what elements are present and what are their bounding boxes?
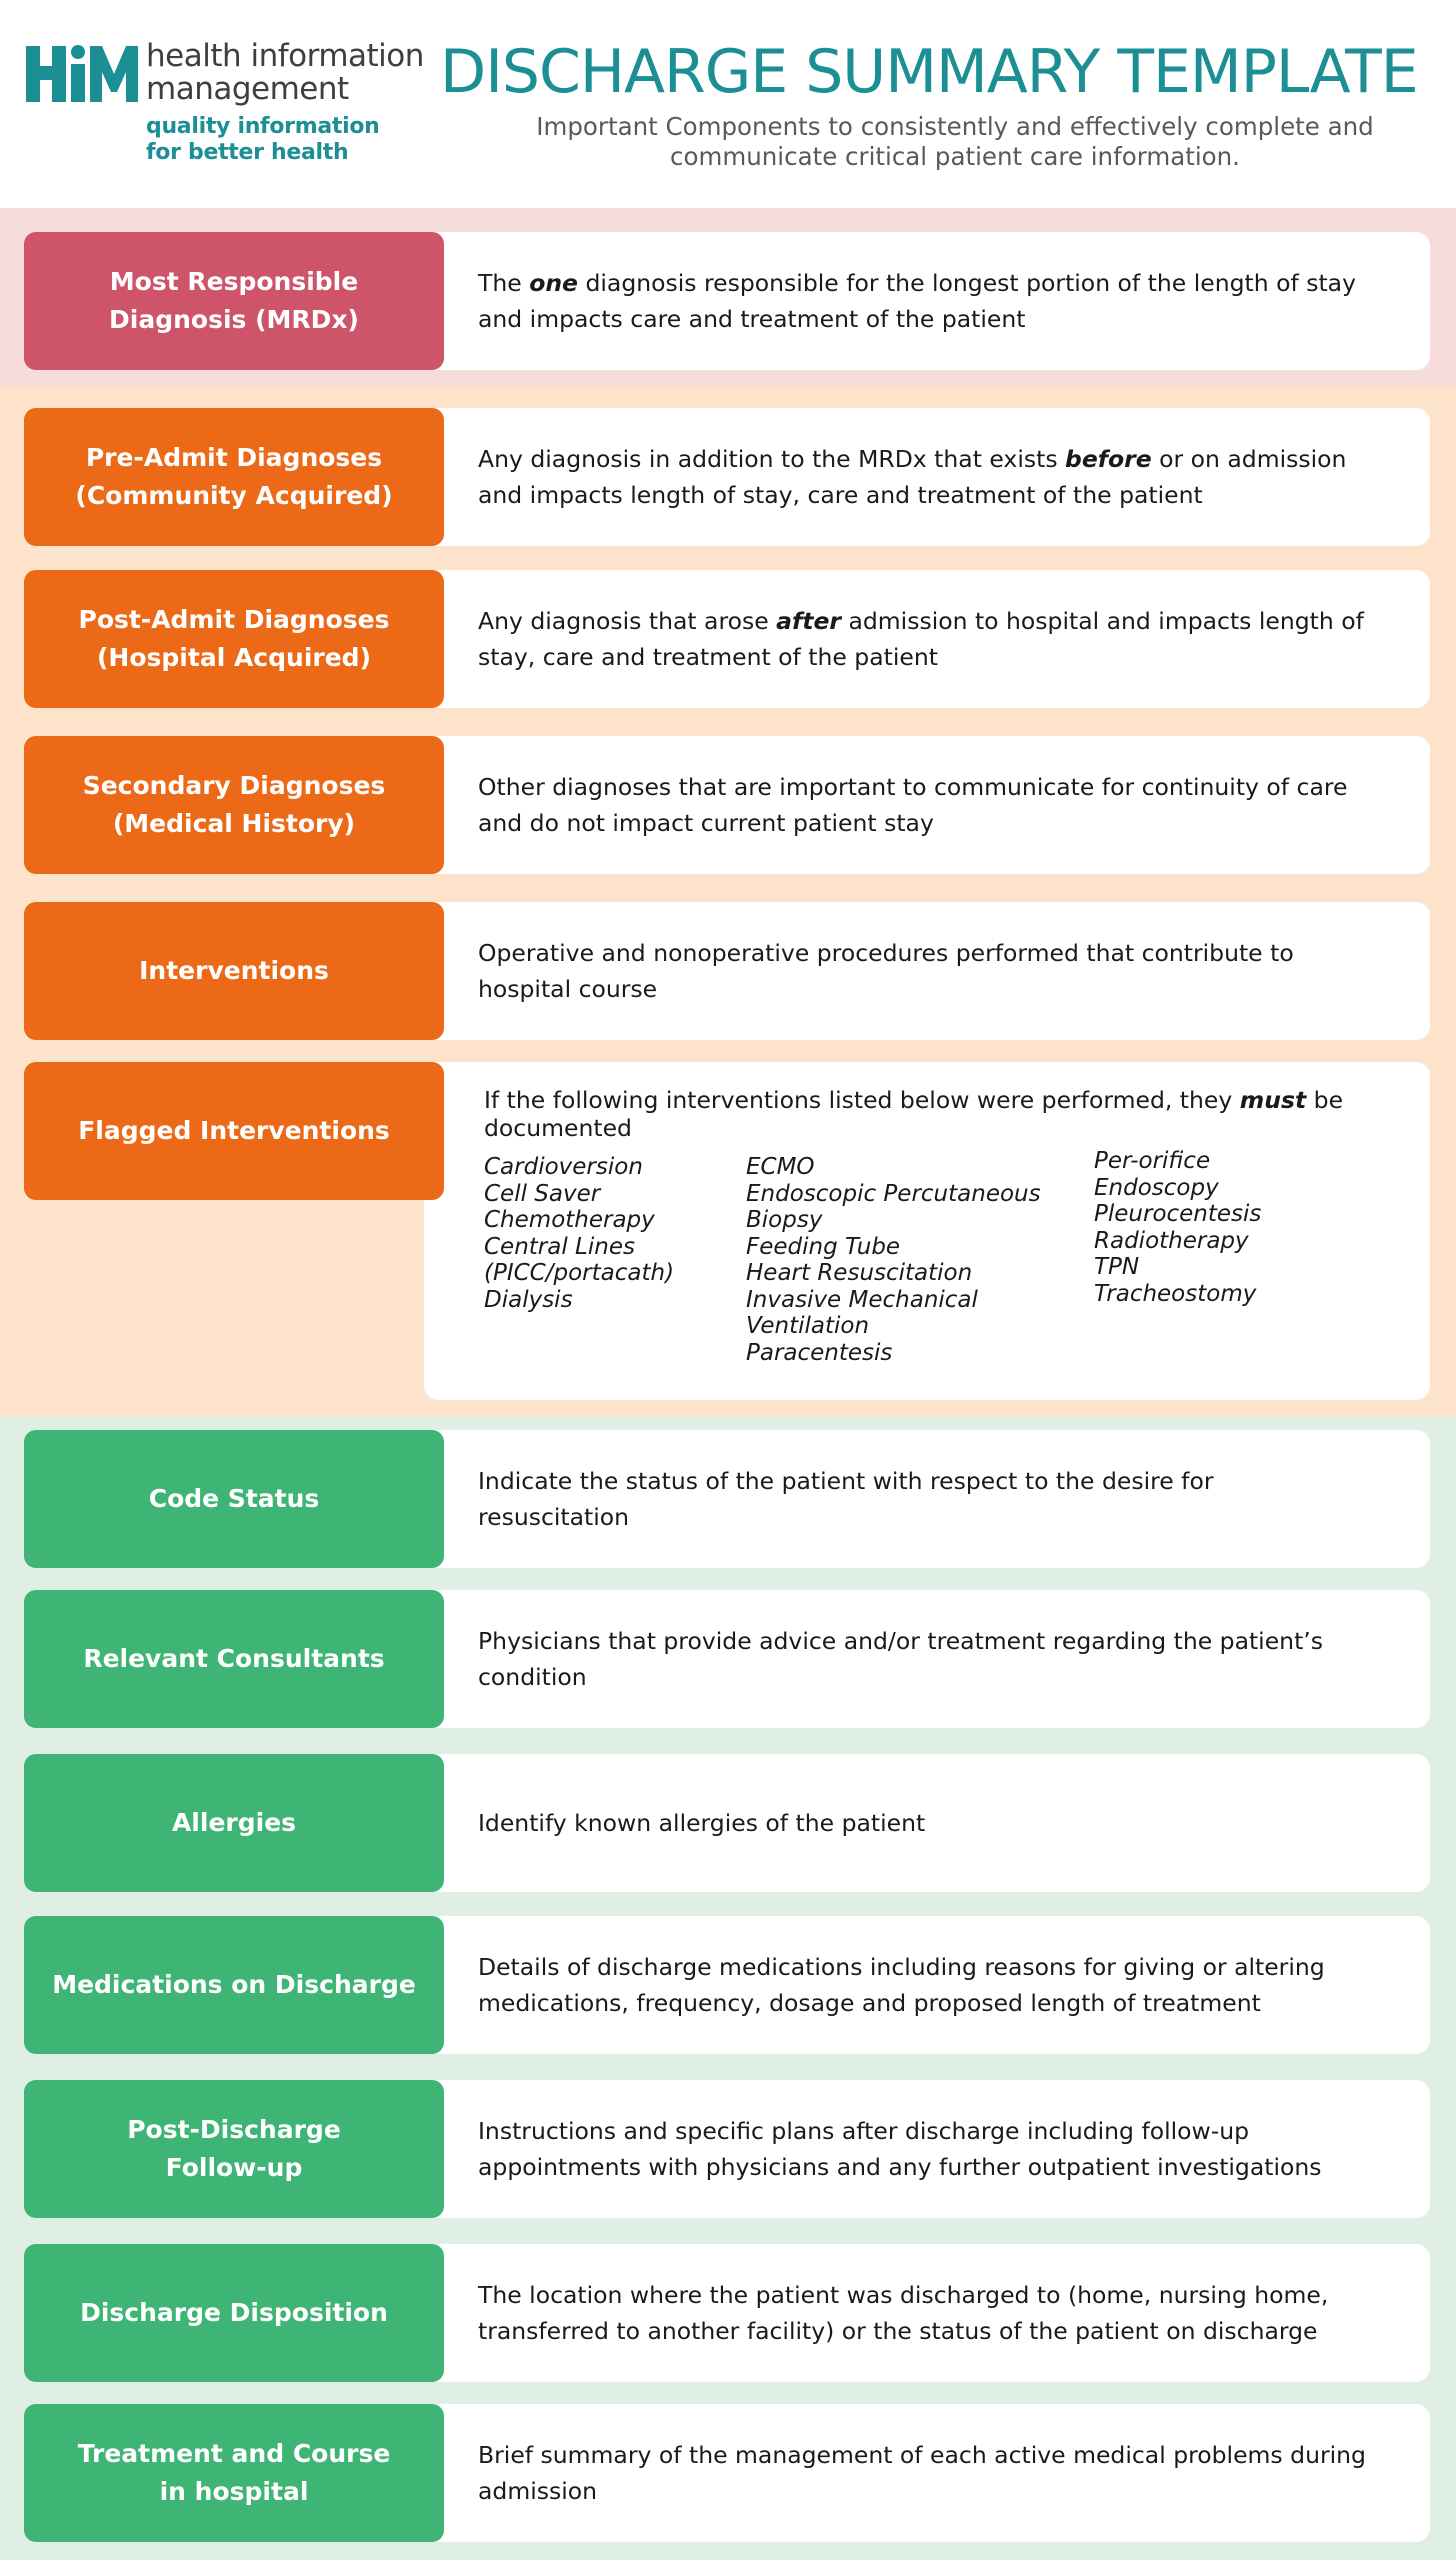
row-description: Details of discharge medications including reasons for giving or altering medications, frequency, dosage and proposed length of treatment (478, 1953, 1325, 2017)
row-description: Physicians that provide advice and/or treatment regarding the patient’s condition (478, 1627, 1323, 1691)
logo-line-2: management (146, 71, 349, 107)
row-discharge-disposition (24, 2244, 1430, 2382)
description-box (418, 1916, 1430, 2054)
row-pre-admit-diagnoses (24, 408, 1430, 546)
row-label: Pre-Admit Diagnoses (Community Acquired) (75, 443, 393, 510)
flagged-item: Pleurocentesis (1094, 1201, 1262, 1227)
row-label-box (24, 902, 444, 1040)
flagged-interventions-list (484, 1148, 1370, 1366)
flagged-item: (PICC/portacath) (484, 1260, 675, 1286)
flagged-item: Tracheostomy (1094, 1280, 1257, 1307)
row-post-discharge-follow-up (24, 2080, 1430, 2218)
flagged-item: Heart Resuscitation (746, 1260, 973, 1286)
flagged-item: Per-orifice (1094, 1148, 1211, 1174)
row-description: Any diagnosis that arose after admission to hospital and impacts length of stay, care and treatment of the patient (478, 607, 1364, 671)
row-label: Treatment and Course in hospital (77, 2439, 391, 2506)
row-medications-on-discharge (24, 1916, 1430, 2054)
row-label-box (24, 2080, 444, 2218)
row-label-box (24, 1062, 444, 1200)
description-box (418, 2244, 1430, 2382)
logo-tagline-1: quality information (146, 114, 380, 139)
description-box (418, 1754, 1430, 1892)
flagged-item: Dialysis (484, 1286, 573, 1313)
row-label-box (24, 1754, 444, 1892)
description-box (418, 2404, 1430, 2542)
row-label: Flagged Interventions (78, 1116, 390, 1145)
row-description: If the following interventions listed below were performed, they must be documented (484, 1086, 1344, 1142)
flagged-list-column-3 (1094, 1148, 1334, 1366)
row-label: Discharge Disposition (80, 2298, 388, 2327)
page-subtitle: Important Components to consistently and effectively complete and communicate critical patient care information. (536, 112, 1374, 171)
row-description: Other diagnoses that are important to communicate for continuity of care and do not impact current patient stay (478, 773, 1348, 837)
row-allergies (24, 1754, 1430, 1892)
row-label: Post-Admit Diagnoses (Hospital Acquired) (78, 605, 390, 672)
row-label: Secondary Diagnoses (Medical History) (82, 771, 386, 838)
flagged-item: Invasive Mechanical (746, 1286, 978, 1313)
description-box (418, 736, 1430, 874)
row-label-box (24, 736, 444, 874)
flagged-item: TPN (1094, 1254, 1140, 1280)
description-box (418, 1430, 1430, 1568)
row-relevant-consultants (24, 1590, 1430, 1728)
row-description: Identify known allergies of the patient (478, 1809, 926, 1837)
row-label: Post-Discharge Follow-up (127, 2115, 341, 2182)
row-label-box (24, 232, 444, 370)
row-description: Any diagnosis in addition to the MRDx that exists before or on admission and impacts length of stay, care and treatment of the patient (478, 445, 1347, 509)
description-box (424, 1062, 1430, 1400)
description-box (418, 2080, 1430, 2218)
row-description: Indicate the status of the patient with respect to the desire for resuscitation (478, 1467, 1214, 1531)
description-box (418, 1590, 1430, 1728)
flagged-item: Feeding Tube (746, 1233, 901, 1260)
row-label-box (24, 1430, 444, 1568)
flagged-item: Chemotherapy (484, 1207, 655, 1233)
row-flagged-interventions (24, 1062, 1430, 1400)
description-box (418, 902, 1430, 1040)
flagged-item: Radiotherapy (1094, 1227, 1249, 1254)
page-header (0, 0, 1456, 208)
row-label: Relevant Consultants (83, 1644, 385, 1673)
logo-wordmark (146, 40, 446, 166)
row-code-status (24, 1430, 1430, 1568)
flagged-item: ECMO (746, 1154, 815, 1180)
flagged-item: Ventilation (746, 1313, 870, 1339)
flagged-item: Biopsy (746, 1207, 823, 1233)
row-label-box (24, 2244, 444, 2382)
flagged-item: Central Lines (484, 1233, 635, 1260)
row-description: The location where the patient was discharged to (home, nursing home, transferred to another facility) or the status of the patient on discharge (478, 2281, 1329, 2345)
flagged-list-column-2 (746, 1154, 1094, 1366)
row-mrdx (24, 232, 1430, 370)
row-label-box (24, 408, 444, 546)
row-label: Most Responsible Diagnosis (MRDx) (109, 267, 359, 334)
row-interventions (24, 902, 1430, 1040)
logo-tagline-2: for better health (146, 140, 349, 165)
flagged-item: Cell Saver (484, 1180, 601, 1207)
row-label-box (24, 1590, 444, 1728)
flagged-item: Endoscopy (1094, 1174, 1219, 1201)
row-label: Interventions (139, 956, 329, 985)
flagged-item: Endoscopic Percutaneous (746, 1180, 1041, 1207)
description-box (418, 570, 1430, 708)
row-description: Operative and nonoperative procedures performed that contribute to hospital course (478, 939, 1294, 1003)
row-label-box (24, 2404, 444, 2542)
row-label: Medications on Discharge (52, 1970, 416, 1999)
row-label-box (24, 570, 444, 708)
flagged-item: Paracentesis (746, 1339, 893, 1366)
flagged-list-column-1 (484, 1154, 746, 1366)
logo-line-1: health information (146, 38, 424, 74)
him-logo-icon (26, 44, 138, 106)
row-description: Instructions and specific plans after discharge including follow-up appointments with physicians and any further outpatient investigations (478, 2117, 1322, 2181)
description-box (418, 232, 1430, 370)
page-title: DISCHARGE SUMMARY TEMPLATE (440, 37, 1418, 107)
description-box (418, 408, 1430, 546)
row-description: Brief summary of the management of each active medical problems during admission (478, 2441, 1366, 2505)
row-label: Code Status (148, 1484, 320, 1513)
row-label-box (24, 1916, 444, 2054)
flagged-item: Cardioversion (484, 1154, 643, 1180)
row-description: The one diagnosis responsible for the longest portion of the length of stay and impacts care and treatment of the patient (478, 269, 1356, 333)
row-treatment-and-course (24, 2404, 1430, 2542)
row-secondary-diagnoses (24, 736, 1430, 874)
row-post-admit-diagnoses (24, 570, 1430, 708)
row-label: Allergies (171, 1808, 297, 1837)
